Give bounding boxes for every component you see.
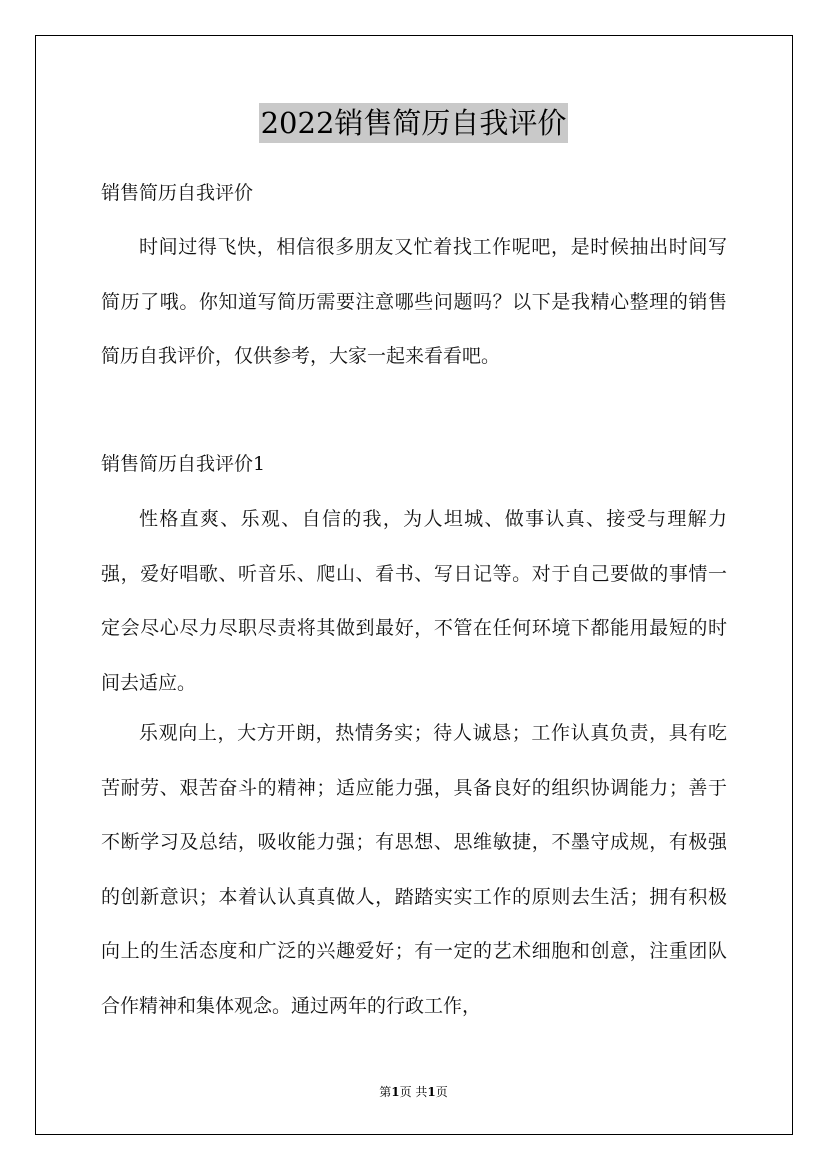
document-title: 2022销售简历自我评价 <box>259 103 569 143</box>
footer-page-number: 1 <box>391 1085 400 1099</box>
footer-suffix: 页 <box>435 1085 448 1099</box>
subtitle: 销售简历自我评价 <box>101 182 254 204</box>
title-container <box>0 103 827 143</box>
section-paragraph-1: 性格直爽、乐观、自信的我，为人坦城、做事认真、接受与理解力强，爱好唱歌、听音乐、爬山、看书、写日记等。对于自己要做的事情一定会尽心尽力尽职尽责将其做到最好，不管在任何环境下都能用最短的时间去适应。 <box>101 508 727 694</box>
intro-paragraph: 时间过得飞快，相信很多朋友又忙着找工作呢吧，是时候抽出时间写简历了哦。你知道写简历需要注意哪些问题吗？以下是我精心整理的销售简历自我评价，仅供参考，大家一起来看看吧。 <box>101 236 727 367</box>
footer-page-total: 1 <box>427 1085 436 1099</box>
footer-prefix: 第 <box>379 1085 392 1099</box>
footer-middle: 页 共 <box>399 1085 428 1099</box>
section-heading: 销售简历自我评价1 <box>101 453 266 475</box>
page-footer <box>0 1083 827 1100</box>
section-paragraph-2: 乐观向上，大方开朗，热情务实；待人诚恳；工作认真负责，具有吃苦耐劳、艰苦奋斗的精神；适应能力强，具备良好的组织协调能力；善于不断学习及总结，吸收能力强；有思想、思维敏捷，不墨守成规，有极强的创新意识；本着认认真真做人，踏踏实实工作的原则去生活；拥有积极向上的生活态度和广泛的兴趣爱好；有一定的艺术细胞和创意，注重团队合作精神和集体观念。通过两年的行政工作， <box>101 722 727 1017</box>
